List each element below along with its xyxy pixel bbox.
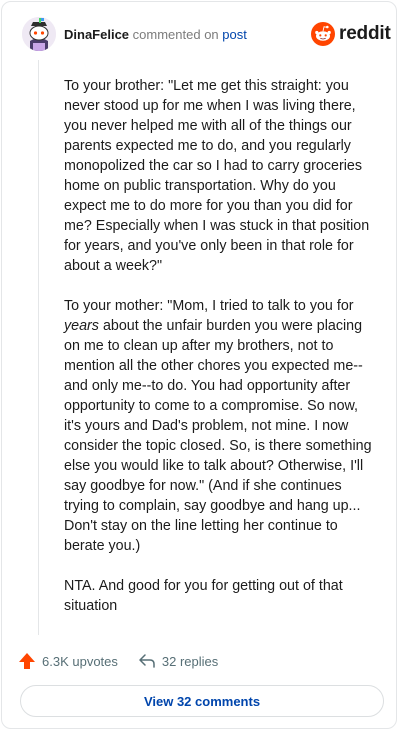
paragraph-text: To your mother: "Mom, I tried to talk to you for	[64, 298, 354, 314]
replies-button[interactable]	[138, 653, 218, 669]
username[interactable]: DinaFelice	[64, 27, 130, 42]
paragraph-text: about the unfair burden you were placing on me to clean up after my brothers, not to mention all the other chores you expected me--and only me--to do. You had opportunity after opportunity to come to a compromise. So now, it's yours and Dad's problem, not mine. I now consider the topic closed. So, is there something else you would like to talk about? Otherwise, I'll say goodbye for now." (And if she continues trying to complain, say goodbye and hang up... Don't stay on the line letting her continue to berate you.)	[64, 318, 372, 554]
comment-paragraph	[64, 576, 374, 616]
post-link[interactable]: post	[222, 27, 247, 42]
paragraph-text: To your brother: "Let me get this straight: you never stood up for me when I was living there, you never helped me with all of the things our parents expected me to do, and you regularly monopolized the car so I had to carry groceries home on public transportation. Why do you expect me to do more for you than you did for me? Especially when I was stuck in that position for years, and you've only been in that role for about a week?"	[64, 78, 370, 274]
avatar[interactable]	[22, 17, 56, 51]
comment-header	[64, 27, 247, 43]
thread-line	[38, 60, 39, 635]
upvote-count: 6.3K upvotes	[42, 653, 118, 669]
comment-card	[1, 1, 397, 729]
reddit-logo[interactable]	[311, 21, 391, 47]
view-comments-button[interactable]: View 32 comments	[20, 685, 384, 717]
reddit-wordmark: reddit	[339, 23, 391, 44]
upvote-button[interactable]	[18, 652, 118, 670]
reply-count: 32 replies	[161, 653, 219, 669]
reply-arrow-icon	[138, 653, 156, 669]
comment-paragraph	[64, 76, 374, 276]
snoo-avatar-icon	[22, 17, 56, 51]
paragraph-text: NTA. And good for you for getting out of that situation	[64, 578, 343, 614]
italic-text: years	[64, 318, 99, 334]
comment-actions	[18, 651, 218, 671]
reddit-snoo-icon	[311, 22, 335, 46]
comment-paragraph	[64, 296, 374, 556]
upvote-arrow-icon	[18, 652, 36, 670]
commented-on-text: commented on	[132, 27, 219, 42]
comment-body	[64, 76, 374, 636]
